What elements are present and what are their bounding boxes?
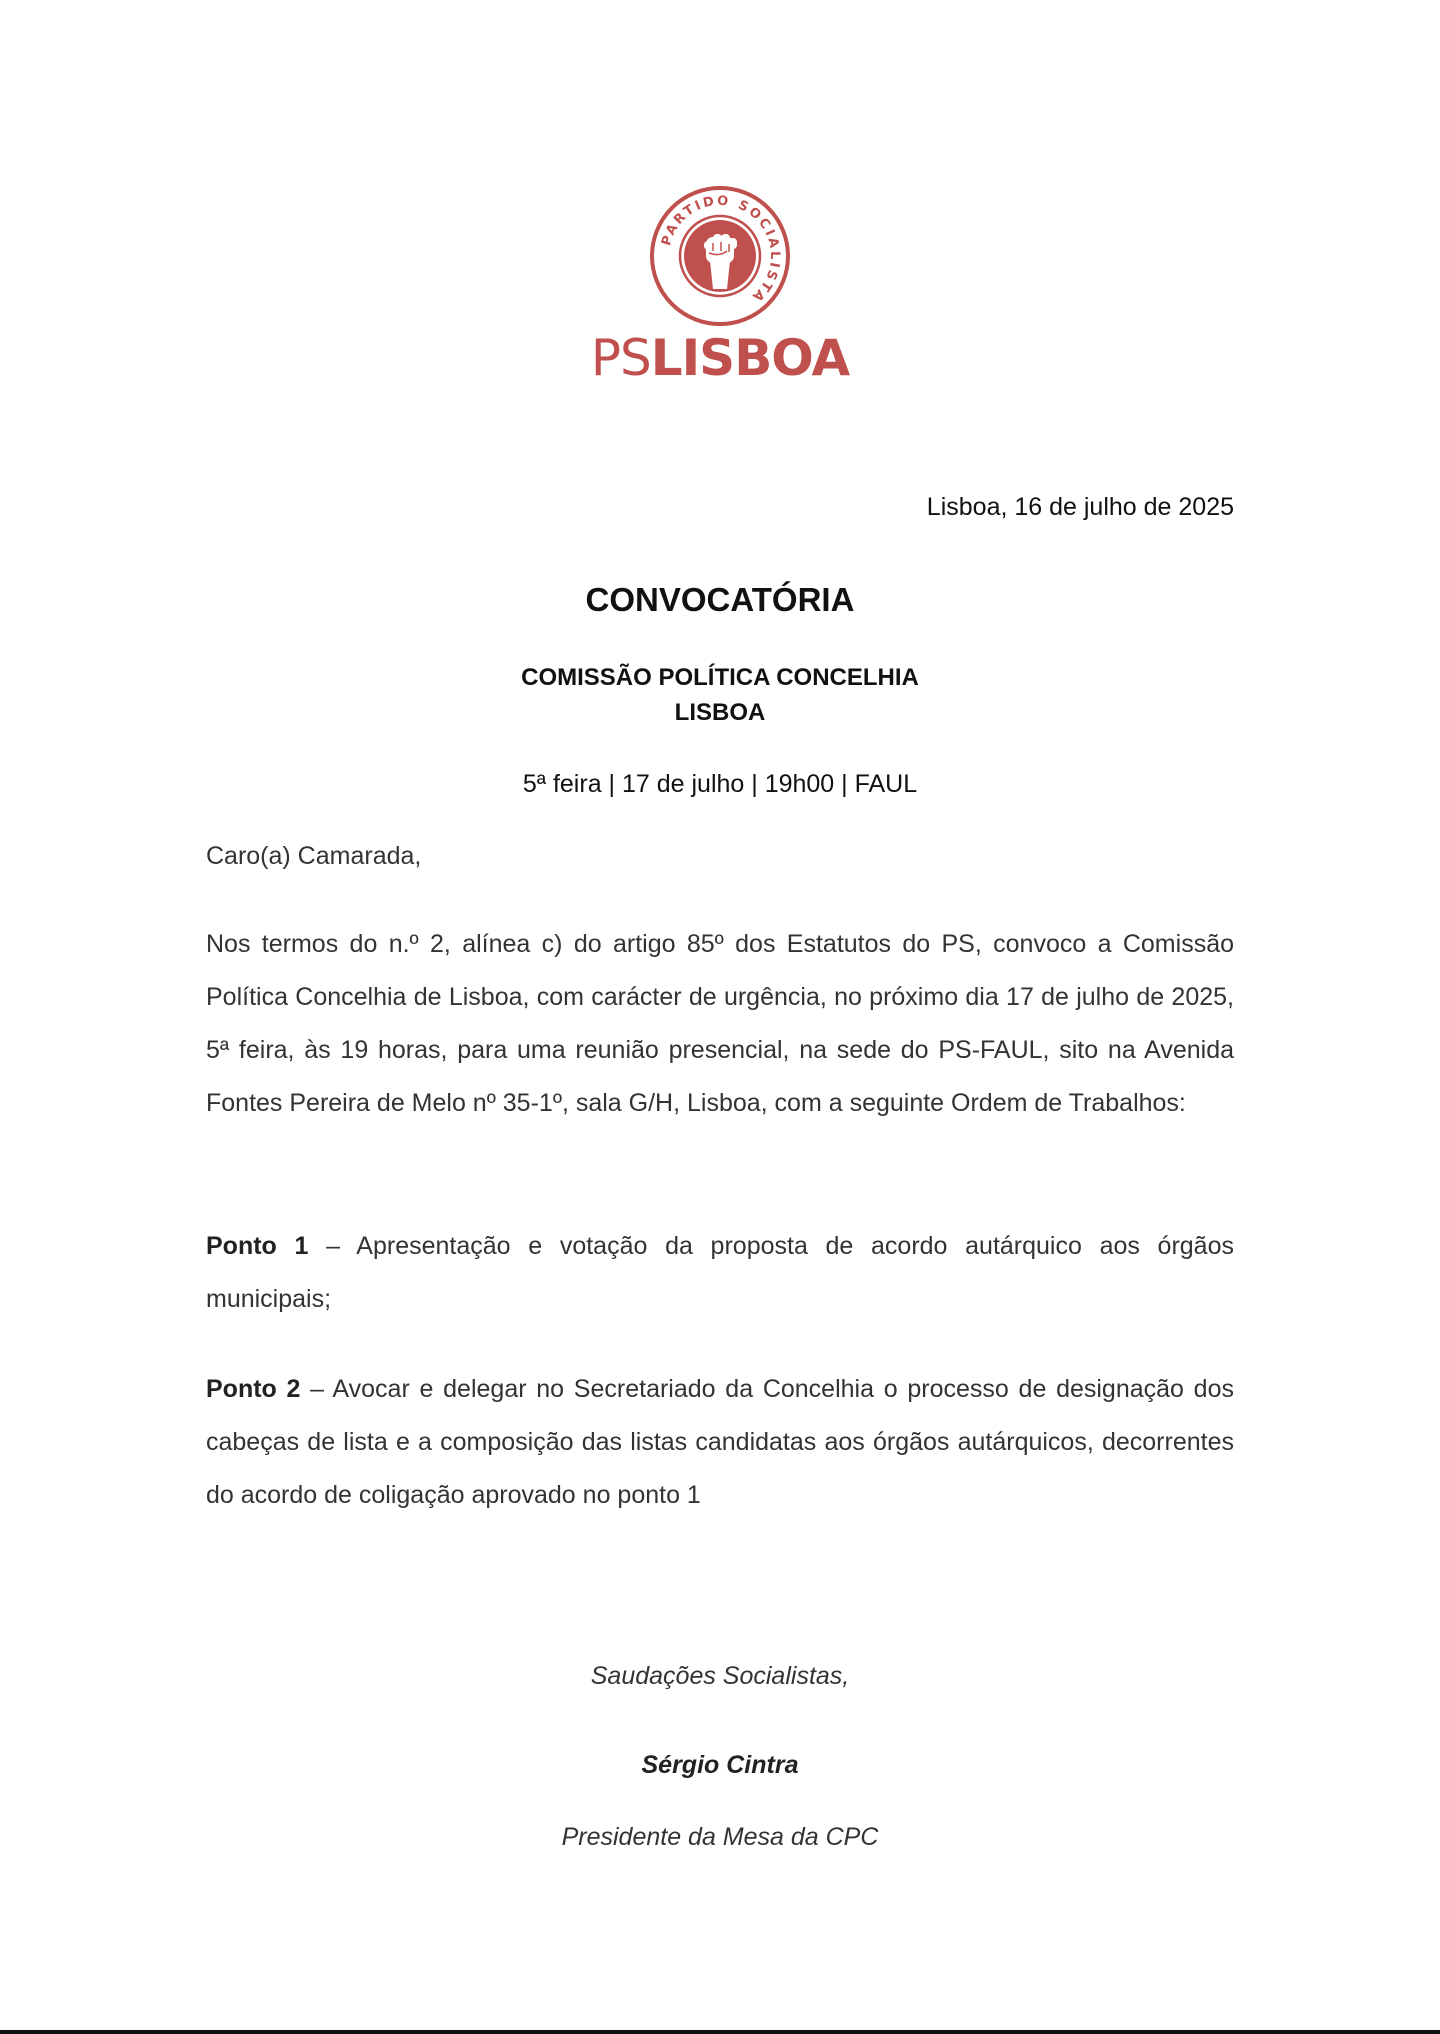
page-bottom-border: [0, 2030, 1440, 2034]
agenda-point-2-label: Ponto 2: [206, 1375, 301, 1403]
wordmark-ps: PS: [590, 329, 651, 387]
letter-date: Lisboa, 16 de julho de 2025: [926, 493, 1234, 521]
committee-name: COMISSÃO POLÍTICA CONCELHIA: [521, 664, 919, 691]
ps-lisboa-logo: [590, 180, 850, 390]
greeting: Caro(a) Camarada,: [206, 842, 422, 870]
agenda-point-1: [206, 1220, 1234, 1326]
svg-text:PARTIDO SOCIALISTA: PARTIDO SOCIALISTA: [659, 193, 783, 306]
signatory-role: Presidente da Mesa da CPC: [561, 1823, 879, 1851]
agenda-point-1-label: Ponto 1: [206, 1232, 309, 1260]
agenda-point-1-text: – Apresentação e votação da proposta de acordo autárquico aos órgãos municipais;: [206, 1232, 1234, 1313]
party-seal-logo: [649, 185, 791, 327]
signatory-name: Sérgio Cintra: [641, 1751, 799, 1779]
wordmark-lisboa: LISBOA: [650, 329, 850, 387]
document-title: CONVOCATÓRIA: [585, 581, 855, 618]
ps-lisboa-wordmark: [590, 330, 850, 386]
closing-salutation: Saudações Socialistas,: [590, 1662, 850, 1690]
meeting-info: 5ª feira | 17 de julho | 19h00 | FAUL: [522, 770, 918, 798]
committee-location: LISBOA: [674, 699, 766, 726]
agenda-point-2-text: – Avocar e delegar no Secretariado da Concelhia o processo de designação dos cabeças de lista e a composição das listas candidatas aos órgãos autárquicos, decorrentes do acordo de coligação aprovado no ponto 1: [206, 1375, 1234, 1509]
agenda-point-2: [206, 1363, 1234, 1522]
intro-paragraph: Nos termos do n.º 2, alínea c) do artigo 85º dos Estatutos do PS, convoco a Comissão Política Concelhia de Lisboa, com carácter de urgência, no próximo dia 17 de julho de 2025, 5ª feira, às 19 horas, para uma reunião presencial, na sede do PS-FAUL, sito na Avenida Fontes Pereira de Melo nº 35-1º, sala G/H, Lisboa, com a seguinte Ordem de Trabalhos:: [206, 930, 1234, 1117]
